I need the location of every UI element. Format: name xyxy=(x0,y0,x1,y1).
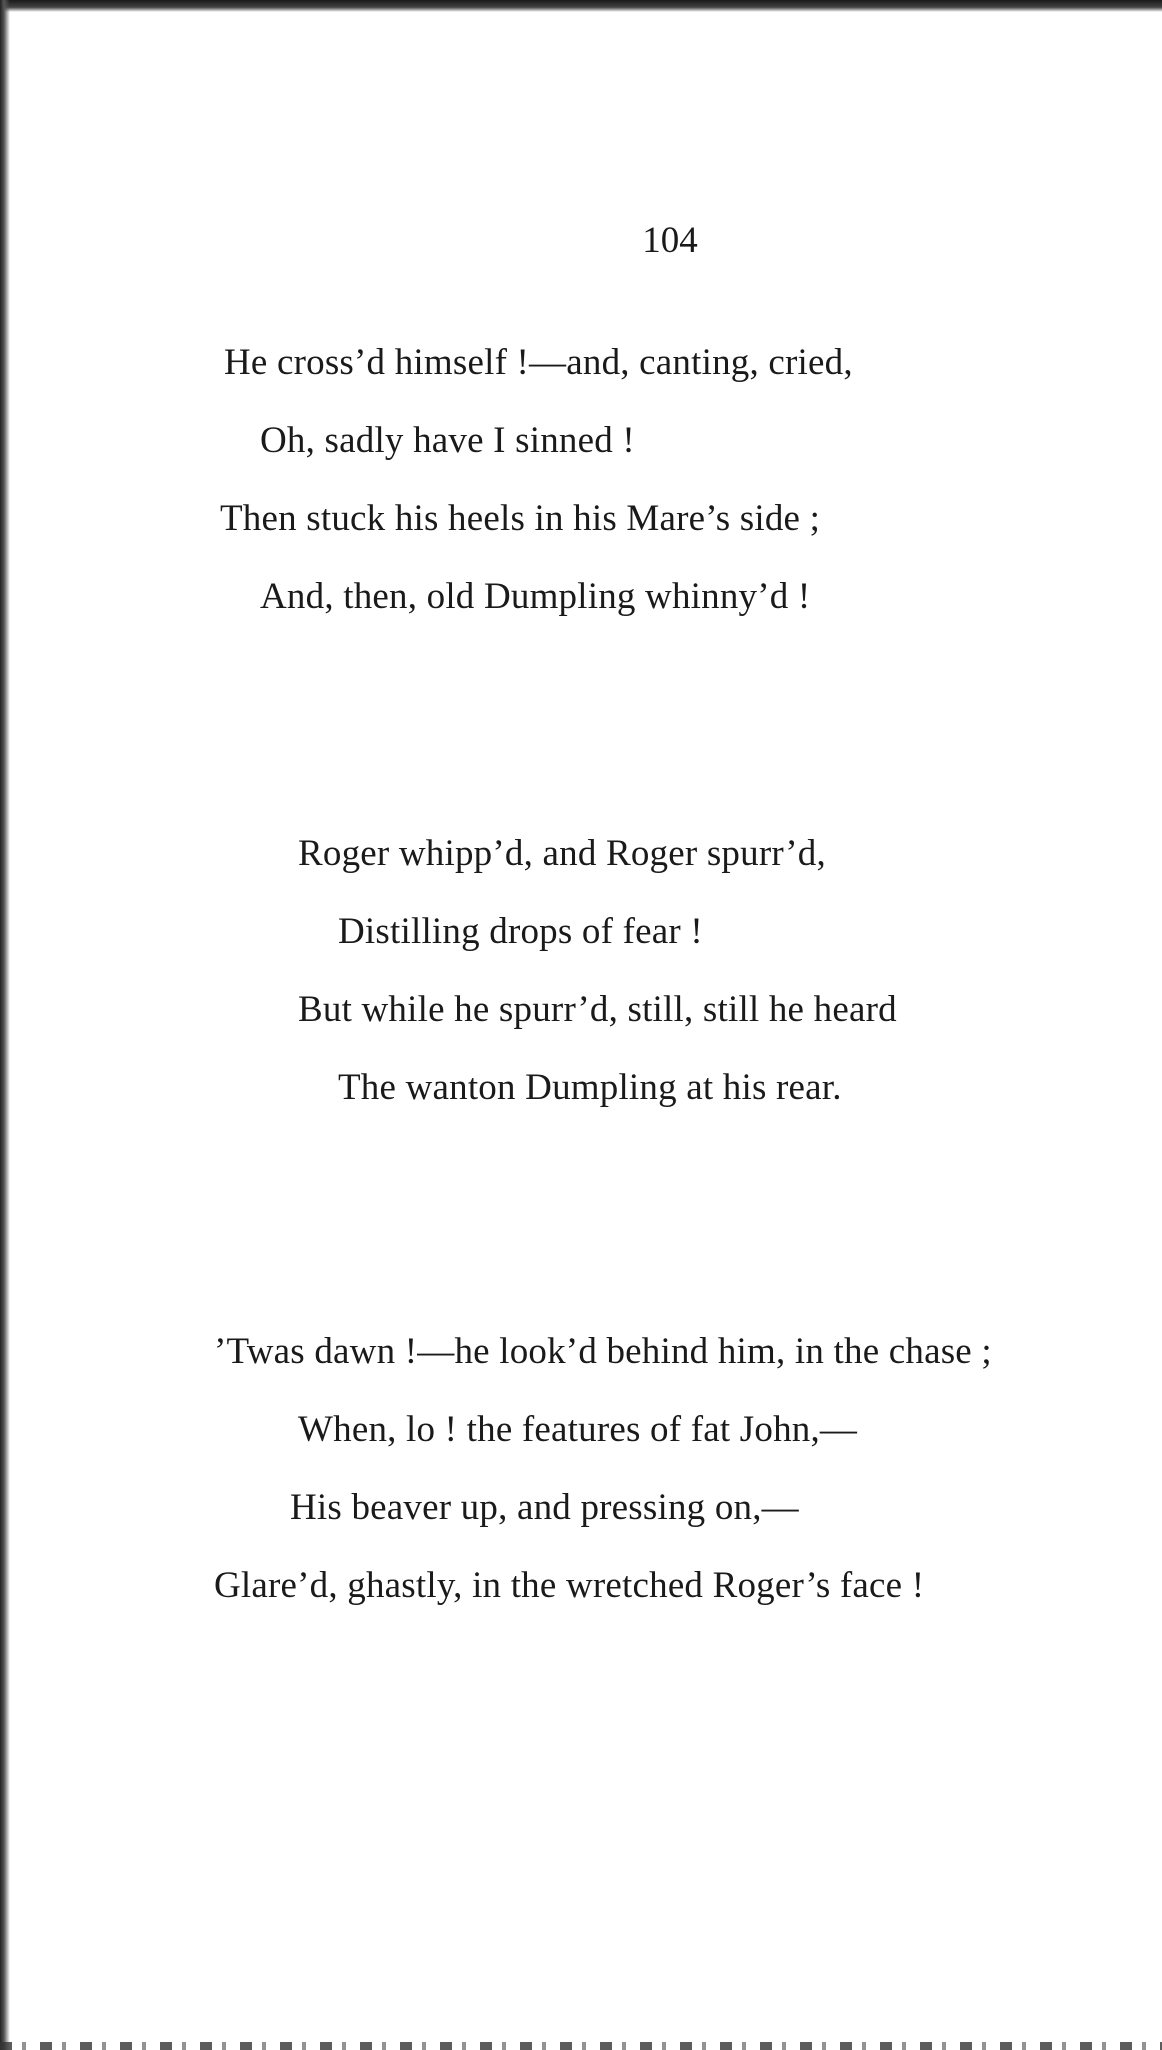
stanza-1-line-4: And, then, old Dumpling whinny’d ! xyxy=(260,576,811,617)
page-left-edge xyxy=(0,0,10,2050)
stanza-1-line-3: Then stuck his heels in his Mare’s side ; xyxy=(220,498,821,539)
stanza-1-line-1: He cross’d himself !—and, canting, cried, xyxy=(224,342,853,383)
stanza-2-line-4: The wanton Dumpling at his rear. xyxy=(338,1067,842,1108)
stanza-3-line-4: Glare’d, ghastly, in the wretched Roger’s face ! xyxy=(214,1565,925,1606)
page-number: 104 xyxy=(642,220,698,261)
stanza-2-line-2: Distilling drops of fear ! xyxy=(338,911,703,952)
page-top-edge xyxy=(0,0,1162,12)
stanza-3-line-1: ’Twas dawn !—he look’d behind him, in the chase ; xyxy=(214,1331,992,1372)
stanza-3-line-3: His beaver up, and pressing on,— xyxy=(290,1487,799,1528)
stanza-3-line-2: When, lo ! the features of fat John,— xyxy=(298,1409,858,1450)
stanza-2-line-3: But while he spurr’d, still, still he heard xyxy=(298,989,897,1030)
stanza-2-line-1: Roger whipp’d, and Roger spurr’d, xyxy=(298,833,826,874)
page-bottom-edge xyxy=(0,2042,1162,2050)
stanza-1-line-2: Oh, sadly have I sinned ! xyxy=(260,420,635,461)
